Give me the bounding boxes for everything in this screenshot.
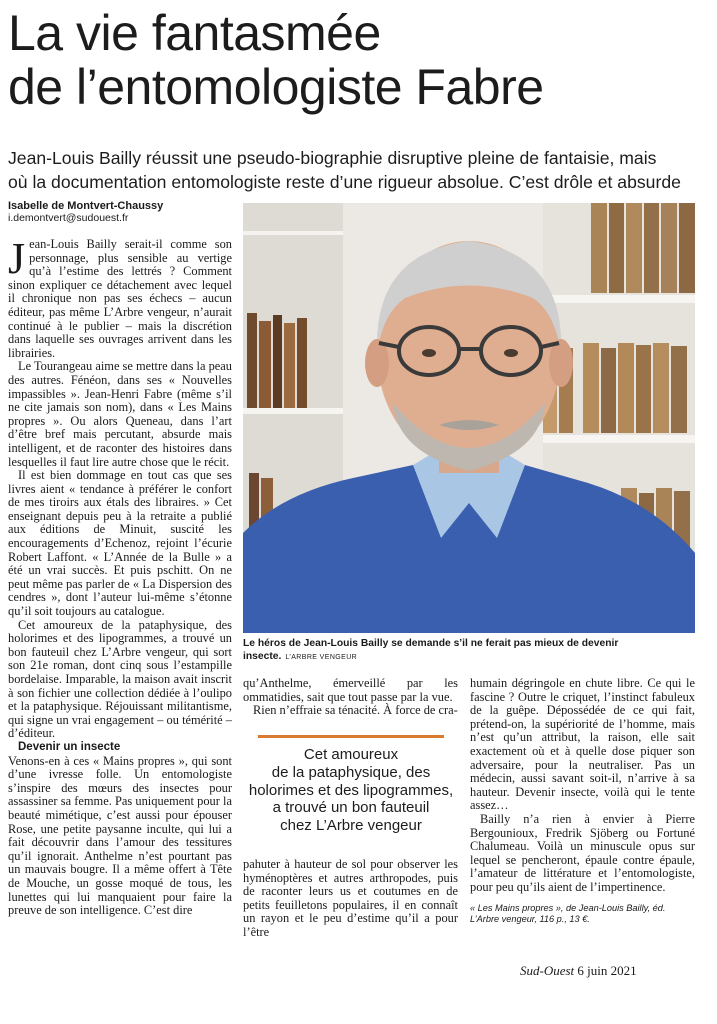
author-photo — [243, 203, 695, 633]
pullquote-line-4: a trouvé un bon fauteuil — [272, 799, 430, 817]
publication-date: 6 juin 2021 — [577, 963, 637, 978]
pullquote — [246, 746, 456, 835]
headline — [8, 6, 713, 114]
subhead: Devenir un insecte — [18, 740, 121, 753]
pullquote-line-2: de la pataphysique, des — [271, 763, 431, 781]
deck-line-2: où la documentation entomologiste reste d’une rigueur absolue. C’est drôle et absurde — [8, 172, 681, 192]
deck — [8, 146, 713, 194]
column-2-top — [243, 677, 458, 718]
pullquote-line-3: holorimes et des lipogrammes, — [248, 781, 454, 799]
newspaper-name: Sud-Ouest — [520, 963, 575, 978]
column-1 — [8, 234, 232, 918]
paragraph-3: Il est bien dommage en tout cas que ses livres aient « tendance à préférer le confort de mes tiroirs aux étals des libraires. » Cet enseignant depuis peu à la retraite a publié aux éditions de Minuit, suscité les encouragements d’Echenoz, rejoint l’écurie Robert Laffont. « L’Année de la Bulle » a été un vrai succès. Et puis pschitt. On ne peut même pas parler de « La Dispersion des cendres », dont l’auteur lui-même s’étonne qu’il soit toujours au catalogue. — [8, 468, 232, 619]
photo-credit: L’ARBRE VENGEUR — [285, 653, 358, 661]
byline-author: Isabelle de Montvert-Chaussy — [8, 200, 164, 212]
paragraph-4: Cet amoureux de la pataphysique, des holorimes et des lipogrammes, a trouvé un bon fauteuil chez L’Arbre vengeur, qui sort son 21e roman, dont cinq sous l’estampille bordelaise. Imparable, la maison avait inscrit à son fichier une collection dédiée à l’oulipo et la pataphysique. Réjouissant militantisme, qui signe un vrai engagement – ou témérité – d’éditeur. — [8, 617, 232, 741]
column-2-bottom — [243, 858, 458, 940]
paragraph-6: qu’Anthelme, émerveillé par les ommatidies, sait que tout passe par la vue. — [243, 676, 458, 704]
column-3 — [470, 677, 695, 895]
headline-line-2: de l’entomologiste Fabre — [8, 59, 544, 115]
paragraph-8: pahuter à hauteur de sol pour observer les hyménoptères et autres arthropodes, puis de raconter leurs us et coutumes en de petits feuilletons populaires, il en connaît un rayon et le peu d’estime qu’il a pour l’être — [243, 857, 458, 939]
paragraph-5: Venons-en à ces « Mains propres », qui sont d’une ivresse folle. Un entomologiste s’inspire des mœurs des insectes pour assassiner sa femme. Pas uniquement pour la beauté mimétique, c’est aussi pour épouser Rose, une petite paysanne inculte, qui lui a fait découvrir dans l’amour des tessitures qu’il ignorait. Anthelme n’est pourtant pas un mauvais bougre. Il a même offert à Tête de Mouche, un gosse moqué de tous, les lunettes qui lui manquaient pour faire la preuve de son intelligence. C’est dire — [8, 753, 232, 918]
paragraph-7: Rien n’effraie sa ténacité. À force de cra- — [253, 703, 458, 718]
portrait-illustration — [243, 203, 695, 633]
paragraph-1: Jean-Louis Bailly serait-il comme son personnage, plus sensible au vertige qu’à l’estime des lettrés ? Comment sinon expliquer ce détachement avec lequel il chronique non pas ses échecs – aucun éditeur, pas même L’Arbre vengeur, n’aurait continué à le publier – mais la discrétion dans laquelle ses ouvrages arrivent dans les librairies. — [8, 234, 232, 360]
photo-caption — [243, 638, 695, 664]
headline-line-1: La vie fantasmée — [8, 5, 381, 61]
source-line — [520, 963, 637, 979]
deck-line-1: Jean-Louis Bailly réussit une pseudo-biographie disruptive pleine de fantaisie, mais — [8, 148, 657, 168]
paragraph-2: Le Tourangeau aime se mettre dans la peau des autres. Fénéon, dans ses « Nouvelles impassibles ». Jean-Henri Fabre (même s’il ne cite jamais son nom), dans « Les Mains propres ». Ou alors Queneau, dans l’art d’être bref mais percutant, absurde mais intelligent, et de raconter des histoires dans lesquelles il faut lire autre chose que le récit. — [8, 359, 232, 469]
caption-text: Le héros de Jean-Louis Bailly se demande s’il ne ferait pas mieux de devenir insecte. — [243, 638, 619, 662]
pullquote-line-5: chez L’Arbre vengeur — [280, 817, 422, 835]
paragraph-9: humain dégringole en chute libre. Ce qui le fascine ? Outre le criquet, l’instinct fabuleux de la guêpe. Dépossédée de ce qui fait, prétend-on, la supériorité de l’homme, mais n’est qu’un attribut, la raison, elle sait exactement où et à quelle dose piquer son adversaire, pour la neutraliser. Pas un médecin, aussi savant soit-il, n’arrive à sa hauteur. Devenir insecte, voilà qui le tente assez… — [470, 676, 695, 813]
byline-email[interactable]: i.demontvert@sudouest.fr — [8, 212, 129, 224]
book-reference: « Les Mains propres », de Jean-Louis Bailly, éd. L’Arbre vengeur, 116 p., 13 €. — [470, 903, 666, 924]
paragraph-10: Bailly n’a rien à envier à Pierre Bergounioux, Fredrik Sjöberg ou Fortuné Chalumeau. Voilà un minuscule opus sur lequel se pencheront, épaule contre épaule, l’amateur de littérature et l’entomologiste, pour peu qu’ils aient de l’impertinence. — [470, 811, 695, 894]
pullquote-rule — [258, 735, 444, 738]
drop-cap: J — [8, 234, 26, 283]
pullquote-line-1: Cet amoureux — [303, 746, 399, 763]
